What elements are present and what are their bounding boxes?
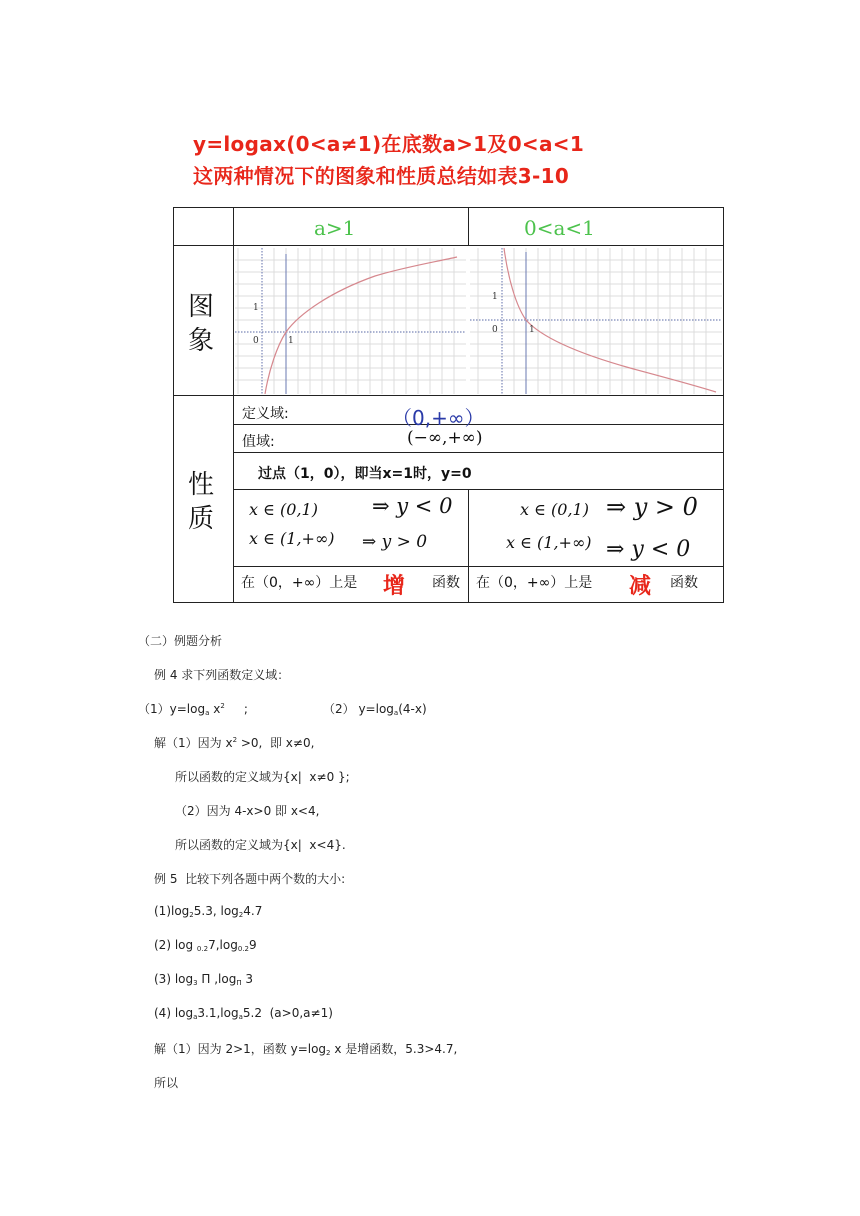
row-label-graph: 图象 <box>188 292 215 356</box>
left-cond1-x: x ∈ (0,1) <box>249 500 318 519</box>
range-label: 值域: <box>242 434 275 450</box>
left-cond1-y: ⇒ y < 0 <box>372 494 453 518</box>
row-label-property: 性质 <box>188 470 215 534</box>
mono-left-word: 增 <box>383 574 406 599</box>
left-graph-one-x: 1 <box>288 336 294 346</box>
domain-value: （0,+∞） <box>392 406 485 430</box>
title-line-1: y=logax(0<a≠1)在底数a>1及0<a<1 <box>193 132 585 156</box>
mono-right-prefix: 在（0，+∞）上是 <box>476 575 593 591</box>
left-cond2-x: x ∈ (1,+∞) <box>249 529 335 548</box>
range-value: (−∞,+∞) <box>407 428 483 448</box>
left-graph-zero: 0 <box>253 336 259 346</box>
header-a-gt-1: a>1 <box>314 216 356 240</box>
fixed-point-text: 过点（1，0），即当x=1时，y=0 <box>258 466 472 482</box>
solution1-line2: 所以函数的定义域为{x| x≠0 }; <box>175 770 350 784</box>
section-heading: （二）例题分析 <box>138 634 223 648</box>
mono-left-suffix: 函数 <box>432 575 460 591</box>
solution1-line1: 解（1）因为 $x^2 >0$, 即 x≠0, <box>154 736 315 750</box>
right-cond2-x: x ∈ (1,+∞) <box>506 533 592 552</box>
right-cond1-y: ⇒ y > 0 <box>606 493 698 521</box>
mono-left-prefix: 在（0，+∞）上是 <box>241 575 358 591</box>
solution2-line1: （2）因为 4-x>0 即 x<4, <box>175 804 320 818</box>
log-property-table <box>173 207 724 603</box>
mono-right-word: 减 <box>629 574 652 599</box>
title-line-2: 这两种情况下的图象和性质总结如表3-10 <box>193 164 570 188</box>
graph-a-gt-1 <box>235 248 466 394</box>
right-graph-zero: 0 <box>492 325 498 335</box>
example4-question1: $(1)y=\log_a$ $x^2$ ; <box>138 702 248 717</box>
solution5-line2: 所以 <box>154 1076 179 1090</box>
example4-question2: （2） $y=\log_a(4-x)$ <box>323 702 427 717</box>
right-graph-one-y: 1 <box>492 292 498 302</box>
solution2-line2: 所以函数的定义域为{x| x<4}. <box>175 838 346 852</box>
example4-title: 例 4 求下列函数定义域： <box>154 668 290 682</box>
solution5-line1: 解（1）因为 2>1，函数 $y=\log_2$ x 是增函数，5.3>4.7, <box>154 1042 458 1057</box>
example5-item1: $(1)\log_25.3$, $\log_24.7$ <box>154 904 263 919</box>
left-graph-one-y: 1 <box>253 303 259 313</box>
domain-label: 定义域: <box>242 406 289 422</box>
mono-right-suffix: 函数 <box>670 575 698 591</box>
left-cond2-y: ⇒ y > 0 <box>362 532 428 552</box>
right-graph-one-x: 1 <box>529 325 535 335</box>
header-a-lt-1: 0<a<1 <box>524 216 595 240</box>
example5-title: 例 5 比较下列各题中两个数的大小: <box>154 872 346 886</box>
example5-item2: (2) $\log _{0.2}7,\log_{0.2}9$ <box>154 938 257 953</box>
example5-item4: (4) $\log_a3.1,\log_a5.2$ (a>0,a≠1) <box>154 1006 333 1021</box>
right-cond2-y: ⇒ y < 0 <box>606 537 691 562</box>
right-cond1-x: x ∈ (0,1) <box>520 500 589 519</box>
example5-item3: (3) $\log_3 \Pi$ $,\log_\Pi$ 3 <box>154 972 254 987</box>
graph-a-lt-1 <box>470 248 722 394</box>
